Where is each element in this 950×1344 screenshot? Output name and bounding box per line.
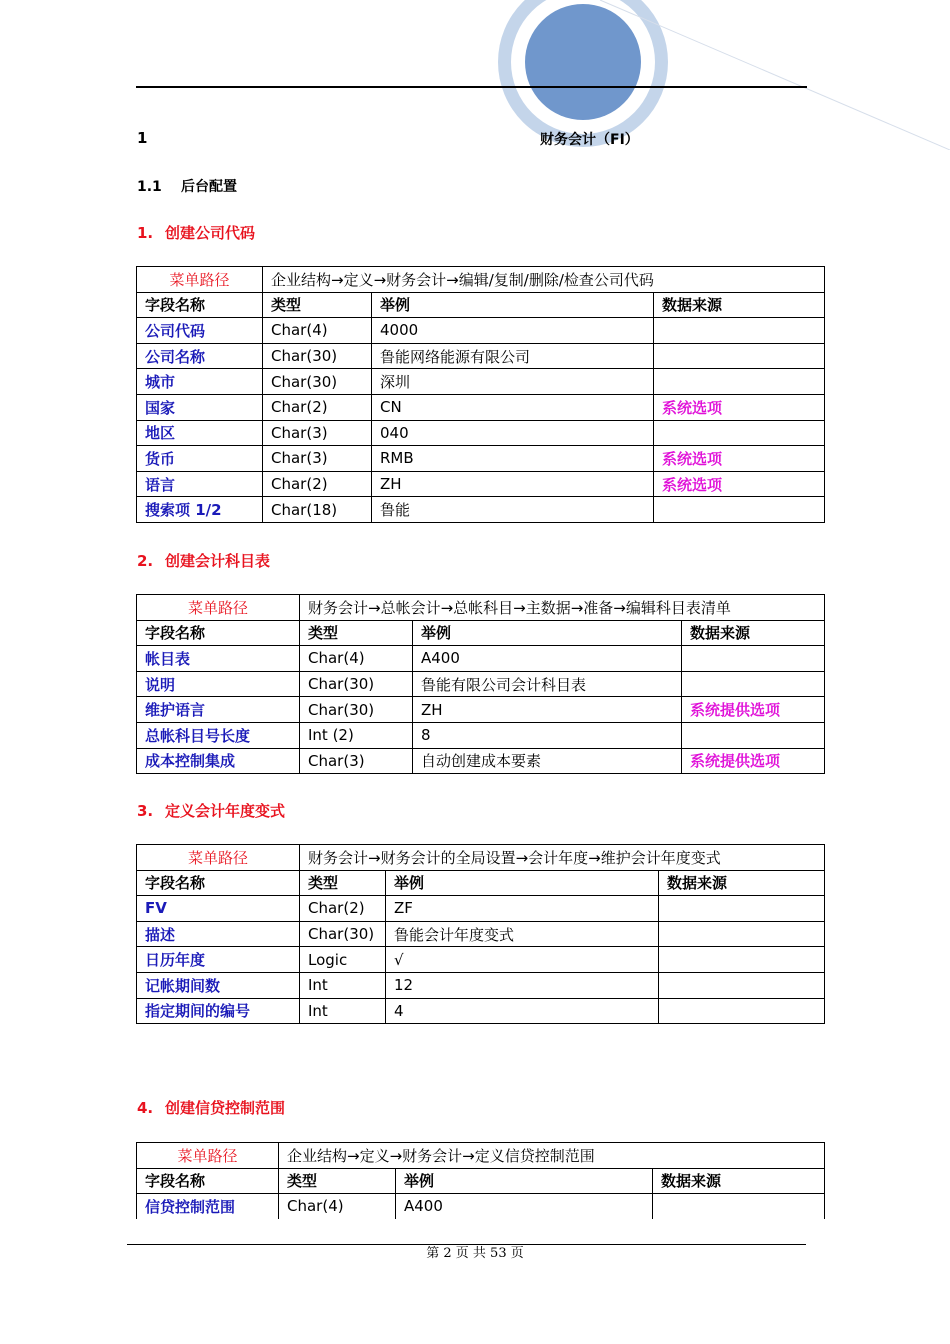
- header-cell: 类型: [263, 292, 372, 318]
- step-number: 2.: [137, 552, 154, 570]
- field-source: [682, 722, 825, 748]
- credit-control-area-table: [136, 1142, 825, 1219]
- field-type: Char(4): [300, 646, 413, 672]
- field-type: Int (2): [300, 722, 413, 748]
- chapter-title: 财务会计（FI）: [540, 132, 639, 148]
- header-cell: 举例: [372, 292, 654, 318]
- field-name: 总帐科目号长度: [137, 722, 300, 748]
- field-name: 信贷控制范围: [137, 1194, 279, 1219]
- field-type: Char(2): [263, 471, 372, 497]
- field-type: Int: [300, 998, 386, 1024]
- table-row: [137, 671, 825, 697]
- field-example: ZH: [372, 471, 654, 497]
- menu-path: 企业结构→定义→财务会计→编辑/复制/删除/检查公司代码: [263, 267, 825, 293]
- field-name: 公司名称: [137, 343, 263, 369]
- field-source: [659, 998, 825, 1024]
- field-source: [659, 972, 825, 998]
- table-row: [137, 896, 825, 922]
- field-example: RMB: [372, 446, 654, 472]
- header-cell: 数据来源: [682, 620, 825, 646]
- field-name: 指定期间的编号: [137, 998, 300, 1024]
- field-name: 帐目表: [137, 646, 300, 672]
- step-title: 创建公司代码: [165, 224, 256, 242]
- step-title: 创建会计科目表: [165, 552, 271, 570]
- field-type: Char(30): [300, 697, 413, 723]
- field-source: [654, 369, 825, 395]
- field-source: 系统提供选项: [682, 748, 825, 774]
- field-example: 自动创建成本要素: [413, 748, 682, 774]
- field-example: A400: [396, 1194, 653, 1219]
- header-cell: 举例: [386, 870, 659, 896]
- section-heading: [137, 176, 237, 196]
- header-cell: 字段名称: [137, 292, 263, 318]
- field-type: Char(30): [263, 343, 372, 369]
- field-name: 语言: [137, 471, 263, 497]
- field-example: 12: [386, 972, 659, 998]
- table-row: [137, 748, 825, 774]
- field-type: Char(4): [279, 1194, 396, 1219]
- field-name: 日历年度: [137, 947, 300, 973]
- field-source: [654, 497, 825, 523]
- field-type: Char(4): [263, 318, 372, 344]
- section-number: 1.1: [137, 179, 162, 195]
- table-row: [137, 972, 825, 998]
- field-example: ZH: [413, 697, 682, 723]
- field-type: Char(30): [263, 369, 372, 395]
- field-type: Char(2): [300, 896, 386, 922]
- table-header-row: [137, 620, 825, 646]
- fiscal-year-variant-table: [136, 844, 825, 1024]
- menu-path: 财务会计→财务会计的全局设置→会计年度→维护会计年度变式: [300, 845, 825, 871]
- field-name: 描述: [137, 921, 300, 947]
- field-source: [654, 343, 825, 369]
- menu-path: 财务会计→总帐会计→总帐科目→主数据→准备→编辑科目表清单: [300, 595, 825, 621]
- step-heading-2: [137, 550, 270, 571]
- field-type: Char(30): [300, 671, 413, 697]
- field-example: 040: [372, 420, 654, 446]
- table-header-row: [137, 1168, 825, 1194]
- table-row: [137, 947, 825, 973]
- field-example: 深圳: [372, 369, 654, 395]
- field-example: 4000: [372, 318, 654, 344]
- field-source: [654, 420, 825, 446]
- step-title: 定义会计年度变式: [165, 802, 286, 820]
- step-heading-4: [137, 1097, 285, 1118]
- field-name: 地区: [137, 420, 263, 446]
- field-source: 系统选项: [654, 394, 825, 420]
- page-footer: 第 2 页 共 53 页: [426, 1246, 524, 1261]
- field-type: Char(3): [263, 420, 372, 446]
- field-source: [659, 896, 825, 922]
- table-row: [137, 1194, 825, 1219]
- step-heading-1: [137, 222, 255, 243]
- chapter-number: 1: [137, 129, 148, 147]
- field-example: 鲁能会计年度变式: [386, 921, 659, 947]
- table-row: [137, 921, 825, 947]
- menu-path: 企业结构→定义→财务会计→定义信贷控制范围: [279, 1143, 825, 1169]
- header-cell: 字段名称: [137, 1168, 279, 1194]
- field-example: CN: [372, 394, 654, 420]
- menu-path-label: 菜单路径: [137, 267, 263, 293]
- menu-path-label: 菜单路径: [137, 845, 300, 871]
- header-cell: 类型: [300, 620, 413, 646]
- field-type: Char(2): [263, 394, 372, 420]
- field-example: 鲁能: [372, 497, 654, 523]
- section-title: 后台配置: [181, 179, 237, 195]
- field-source: [682, 671, 825, 697]
- header-cell: 字段名称: [137, 620, 300, 646]
- field-name: 说明: [137, 671, 300, 697]
- header-rule: [136, 86, 807, 88]
- field-name: 记帐期间数: [137, 972, 300, 998]
- table-row: [137, 343, 825, 369]
- field-source: 系统选项: [654, 446, 825, 472]
- header-cell: 类型: [300, 870, 386, 896]
- field-source: [659, 947, 825, 973]
- chart-of-accounts-table: [136, 594, 825, 774]
- table-header-row: [137, 870, 825, 896]
- field-example: √: [386, 947, 659, 973]
- field-example: ZF: [386, 896, 659, 922]
- field-source: 系统选项: [654, 471, 825, 497]
- field-source: [654, 318, 825, 344]
- step-number: 4.: [137, 1099, 154, 1117]
- header-cell: 举例: [413, 620, 682, 646]
- table-row: [137, 446, 825, 472]
- menu-path-row: [137, 267, 825, 293]
- field-source: [653, 1194, 825, 1219]
- field-name: 搜索项 1/2: [137, 497, 263, 523]
- step-number: 1.: [137, 224, 154, 242]
- field-name: 成本控制集成: [137, 748, 300, 774]
- table-row: [137, 394, 825, 420]
- field-type: Int: [300, 972, 386, 998]
- header-cell: 数据来源: [659, 870, 825, 896]
- field-source: [682, 646, 825, 672]
- step-heading-3: [137, 800, 285, 821]
- field-example: 4: [386, 998, 659, 1024]
- field-example: A400: [413, 646, 682, 672]
- header-cell: 字段名称: [137, 870, 300, 896]
- table-row: [137, 420, 825, 446]
- company-code-table: [136, 266, 825, 523]
- menu-path-label: 菜单路径: [137, 595, 300, 621]
- table-row: [137, 722, 825, 748]
- menu-path-row: [137, 845, 825, 871]
- header-cell: 举例: [396, 1168, 653, 1194]
- field-type: Char(30): [300, 921, 386, 947]
- field-example: 8: [413, 722, 682, 748]
- table-row: [137, 646, 825, 672]
- field-source: 系统提供选项: [682, 697, 825, 723]
- menu-path-row: [137, 1143, 825, 1169]
- field-name: FV: [137, 896, 300, 922]
- table-row: [137, 497, 825, 523]
- field-name: 维护语言: [137, 697, 300, 723]
- step-number: 3.: [137, 802, 154, 820]
- header-cell: 数据来源: [653, 1168, 825, 1194]
- field-example: 鲁能有限公司会计科目表: [413, 671, 682, 697]
- field-name: 国家: [137, 394, 263, 420]
- field-name: 公司代码: [137, 318, 263, 344]
- menu-path-label: 菜单路径: [137, 1143, 279, 1169]
- header-cell: 数据来源: [654, 292, 825, 318]
- field-type: Logic: [300, 947, 386, 973]
- field-name: 城市: [137, 369, 263, 395]
- field-type: Char(18): [263, 497, 372, 523]
- field-source: [659, 921, 825, 947]
- menu-path-row: [137, 595, 825, 621]
- step-title: 创建信贷控制范围: [165, 1099, 286, 1117]
- field-type: Char(3): [263, 446, 372, 472]
- table-row: [137, 471, 825, 497]
- field-example: 鲁能网络能源有限公司: [372, 343, 654, 369]
- header-cell: 类型: [279, 1168, 396, 1194]
- table-header-row: [137, 292, 825, 318]
- table-row: [137, 318, 825, 344]
- table-row: [137, 697, 825, 723]
- field-name: 货币: [137, 446, 263, 472]
- table-row: [137, 998, 825, 1024]
- table-row: [137, 369, 825, 395]
- field-type: Char(3): [300, 748, 413, 774]
